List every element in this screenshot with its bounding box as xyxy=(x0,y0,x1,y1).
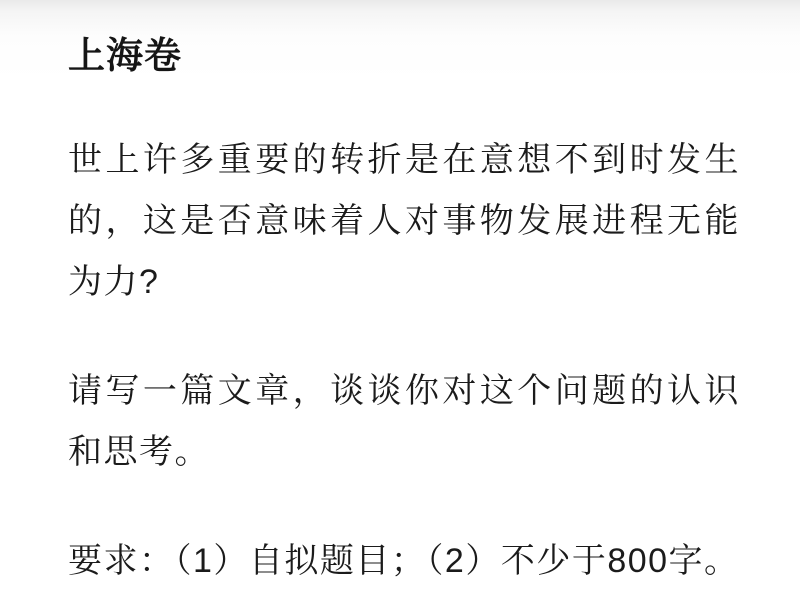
essay-task-paragraph: 请写一篇文章，谈谈你对这个问题的认识和思考。 xyxy=(68,372,740,472)
essay-prompt-paragraph: 世上许多重要的转折是在意想不到时发生的，这是否意味着人对事物发展进程无能为力? xyxy=(68,141,740,302)
essay-requirements-paragraph: 要求：（1）自拟题目；（2）不少于800字。 xyxy=(68,542,740,581)
exam-paper-title: 上海卷 xyxy=(68,35,182,76)
